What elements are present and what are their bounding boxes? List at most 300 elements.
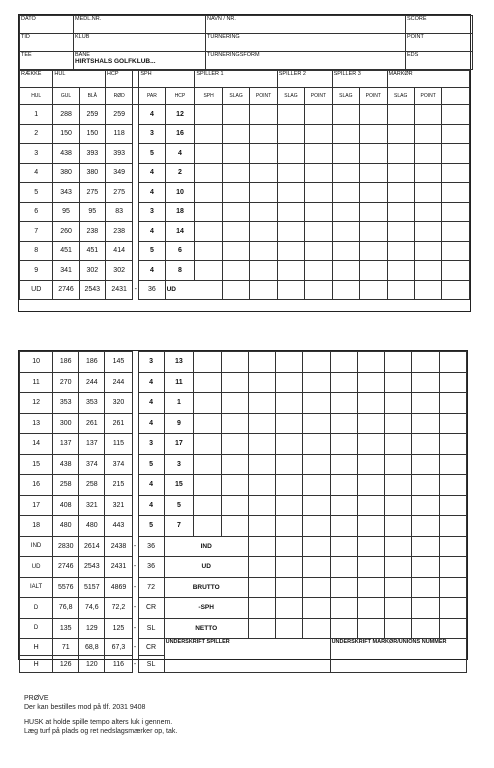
score-entry-cell[interactable] (195, 105, 222, 125)
score-entry-cell[interactable] (222, 144, 249, 164)
score-entry-cell[interactable] (439, 536, 466, 557)
score-entry-cell[interactable] (305, 183, 332, 203)
score-entry-cell[interactable] (330, 516, 357, 537)
score-entry-cell[interactable] (276, 557, 303, 578)
score-entry-cell[interactable] (442, 261, 470, 281)
score-entry-cell[interactable] (414, 261, 441, 281)
score-entry-cell[interactable] (303, 557, 330, 578)
signature-marker-field[interactable] (330, 639, 466, 673)
score-entry-cell[interactable] (412, 434, 439, 455)
score-entry-cell[interactable] (414, 144, 441, 164)
score-entry-cell[interactable] (442, 183, 470, 203)
score-entry-cell[interactable] (194, 352, 221, 373)
score-entry-cell[interactable] (250, 241, 277, 261)
column-header: SLAG (332, 88, 359, 105)
score-entry-cell[interactable] (222, 241, 249, 261)
score-entry-cell[interactable] (357, 557, 384, 578)
hole-cell: 95 (53, 202, 79, 222)
par-cell: 4 (139, 222, 165, 242)
score-entry-cell[interactable] (412, 352, 439, 373)
score-entry-cell[interactable] (221, 393, 248, 414)
par-cell: 4 (138, 372, 164, 393)
score-entry-cell[interactable] (248, 372, 275, 393)
hole-cell: 2 (20, 124, 53, 144)
score-entry-cell[interactable] (303, 618, 330, 639)
score-entry-cell[interactable] (277, 183, 304, 203)
score-entry-cell[interactable] (360, 163, 387, 183)
score-entry-cell[interactable] (330, 557, 357, 578)
score-entry-cell[interactable] (277, 144, 304, 164)
score-entry-cell[interactable] (442, 222, 470, 242)
score-entry-cell[interactable] (439, 495, 466, 516)
score-entry-cell[interactable] (250, 124, 277, 144)
score-entry-cell[interactable] (330, 413, 357, 434)
score-entry-cell[interactable] (276, 495, 303, 516)
score-entry-cell[interactable] (357, 352, 384, 373)
score-entry-cell[interactable] (360, 280, 387, 299)
score-entry-cell[interactable] (305, 163, 332, 183)
dato-field[interactable]: DATO (20, 16, 74, 34)
score-entry-cell[interactable] (276, 352, 303, 373)
score-entry-cell[interactable] (385, 516, 412, 537)
column-header: POINT (360, 88, 387, 105)
score-entry-cell[interactable] (360, 183, 387, 203)
score-entry-cell[interactable] (303, 454, 330, 475)
score-entry-cell[interactable] (439, 352, 466, 373)
score-entry-cell[interactable] (439, 557, 466, 578)
score-entry-cell[interactable] (330, 434, 357, 455)
score-entry-cell[interactable] (332, 144, 359, 164)
par-cell: 3 (138, 434, 164, 455)
hole-cell: 302 (105, 261, 132, 281)
score-entry-cell[interactable] (221, 495, 248, 516)
score-entry-cell[interactable] (330, 495, 357, 516)
score-entry-cell[interactable] (248, 352, 275, 373)
total-cell: 2543 (79, 557, 105, 578)
score-entry-cell[interactable] (303, 372, 330, 393)
footer-line-3: HUSK at holde spille tempo alters luk i gennem. (24, 719, 173, 726)
score-entry-cell[interactable] (332, 241, 359, 261)
tee-field[interactable]: TEE (20, 52, 74, 70)
hole-cell: 302 (79, 261, 105, 281)
score-entry-cell[interactable] (250, 222, 277, 242)
score-entry-cell[interactable] (414, 105, 441, 125)
score-entry-cell[interactable] (195, 261, 222, 281)
score-entry-cell[interactable] (387, 280, 414, 299)
total-cell: 2614 (79, 536, 105, 557)
point-field[interactable]: POINT (406, 34, 473, 52)
score-entry-cell[interactable] (330, 393, 357, 414)
score-entry-cell[interactable] (303, 536, 330, 557)
score-entry-cell[interactable] (303, 393, 330, 414)
score-entry-cell[interactable] (277, 163, 304, 183)
score-entry-cell[interactable] (330, 352, 357, 373)
rating-cell: 126 (53, 656, 79, 673)
score-entry-cell[interactable] (305, 124, 332, 144)
score-entry-cell[interactable] (222, 124, 249, 144)
column-header: POINT (305, 88, 332, 105)
score-entry-cell[interactable] (360, 105, 387, 125)
par-cell: 4 (138, 475, 164, 496)
score-entry-cell[interactable] (439, 577, 466, 598)
score-entry-cell[interactable] (439, 372, 466, 393)
score-entry-cell[interactable] (414, 222, 441, 242)
score-entry-cell[interactable] (222, 280, 249, 299)
score-entry-cell[interactable] (360, 222, 387, 242)
score-entry-cell[interactable] (412, 577, 439, 598)
score-entry-cell[interactable] (332, 222, 359, 242)
score-entry-cell[interactable] (222, 105, 249, 125)
score-entry-cell[interactable] (248, 434, 275, 455)
score-entry-cell[interactable] (357, 598, 384, 619)
score-entry-cell[interactable] (303, 495, 330, 516)
score-entry-cell[interactable] (439, 475, 466, 496)
score-entry-cell[interactable] (439, 434, 466, 455)
score-entry-cell[interactable] (330, 577, 357, 598)
rating-cell: 116 (105, 656, 132, 673)
score-entry-cell[interactable] (332, 202, 359, 222)
score-entry-cell[interactable] (303, 598, 330, 619)
eds-field[interactable]: EDS (406, 52, 473, 70)
score-entry-cell[interactable] (412, 454, 439, 475)
score-entry-cell[interactable] (385, 352, 412, 373)
score-entry-cell[interactable] (360, 241, 387, 261)
score-entry-cell[interactable] (303, 352, 330, 373)
score-entry-cell[interactable] (360, 261, 387, 281)
score-entry-cell[interactable] (305, 144, 332, 164)
score-entry-cell[interactable] (250, 261, 277, 281)
table-row (20, 639, 467, 656)
header-table (19, 15, 473, 70)
navn-field[interactable]: NAVN / NR. (206, 16, 406, 34)
score-entry-cell[interactable] (221, 372, 248, 393)
score-entry-cell[interactable] (385, 372, 412, 393)
score-entry-cell[interactable] (439, 454, 466, 475)
score-entry-cell[interactable] (277, 222, 304, 242)
bane-field[interactable] (74, 52, 206, 70)
score-entry-cell[interactable] (332, 163, 359, 183)
score-entry-cell[interactable] (412, 475, 439, 496)
score-entry-cell[interactable] (332, 280, 359, 299)
hole-cell: 118 (105, 124, 132, 144)
score-entry-cell[interactable] (442, 105, 470, 125)
score-entry-cell[interactable] (248, 475, 275, 496)
score-entry-cell[interactable] (385, 413, 412, 434)
score-entry-cell[interactable] (330, 618, 357, 639)
score-entry-cell[interactable] (194, 372, 221, 393)
score-entry-cell[interactable] (305, 241, 332, 261)
score-entry-cell[interactable] (276, 516, 303, 537)
score-entry-cell[interactable] (277, 280, 304, 299)
score-entry-cell[interactable] (248, 557, 275, 578)
score-entry-cell[interactable] (412, 618, 439, 639)
par-cell: 4 (139, 163, 165, 183)
score-entry-cell[interactable] (360, 202, 387, 222)
score-entry-cell[interactable] (387, 183, 414, 203)
score-entry-cell[interactable] (414, 202, 441, 222)
score-entry-cell[interactable] (412, 413, 439, 434)
score-entry-cell[interactable] (194, 516, 221, 537)
rating-cell: 120 (79, 656, 105, 673)
score-entry-cell[interactable] (221, 413, 248, 434)
hole-cell: 1 (20, 105, 53, 125)
turnering-field[interactable]: TURNERING (206, 34, 406, 52)
hole-cell: 186 (53, 352, 79, 373)
score-entry-cell[interactable] (357, 495, 384, 516)
score-entry-cell[interactable] (357, 454, 384, 475)
hole-cell: 11 (20, 372, 53, 393)
score-entry-cell[interactable] (195, 222, 222, 242)
hole-cell: 13 (20, 413, 53, 434)
score-entry-cell[interactable] (357, 577, 384, 598)
par-cell: 5 (139, 241, 165, 261)
score-entry-cell[interactable] (412, 557, 439, 578)
score-entry-cell[interactable] (221, 434, 248, 455)
score-entry-cell[interactable] (195, 163, 222, 183)
score-entry-cell[interactable] (442, 241, 470, 261)
hole-cell: 260 (53, 222, 79, 242)
score-entry-cell[interactable] (194, 413, 221, 434)
score-entry-cell[interactable] (305, 222, 332, 242)
bane-label: BANE (75, 52, 90, 58)
score-entry-cell[interactable] (357, 434, 384, 455)
score-entry-cell[interactable] (330, 536, 357, 557)
table-row (20, 454, 467, 475)
score-entry-cell[interactable] (442, 280, 470, 299)
score-entry-cell[interactable] (195, 183, 222, 203)
score-entry-cell[interactable] (385, 475, 412, 496)
score-entry-cell[interactable] (385, 618, 412, 639)
score-entry-cell[interactable] (276, 536, 303, 557)
score-entry-cell[interactable] (414, 241, 441, 261)
score-entry-cell[interactable] (277, 202, 304, 222)
score-entry-cell[interactable] (276, 393, 303, 414)
score-entry-cell[interactable] (412, 536, 439, 557)
score-entry-cell[interactable] (277, 241, 304, 261)
score-entry-cell[interactable] (330, 475, 357, 496)
score-entry-cell[interactable] (222, 183, 249, 203)
score-entry-cell[interactable] (194, 454, 221, 475)
score-entry-cell[interactable] (248, 454, 275, 475)
score-entry-cell[interactable] (248, 516, 275, 537)
score-entry-cell[interactable] (305, 105, 332, 125)
score-entry-cell[interactable] (357, 393, 384, 414)
tid-field[interactable]: TID (20, 34, 74, 52)
score-entry-cell[interactable] (387, 241, 414, 261)
score-entry-cell[interactable] (250, 280, 277, 299)
score-entry-cell[interactable] (221, 352, 248, 373)
score-entry-cell[interactable] (303, 475, 330, 496)
score-entry-cell[interactable] (412, 598, 439, 619)
score-entry-cell[interactable] (277, 261, 304, 281)
score-entry-cell[interactable] (414, 183, 441, 203)
par-total-cell: 72 (138, 577, 164, 598)
score-entry-cell[interactable] (360, 144, 387, 164)
score-entry-cell[interactable] (195, 124, 222, 144)
score-entry-cell[interactable] (305, 280, 332, 299)
score-entry-cell[interactable] (385, 577, 412, 598)
total-cell: 5576 (53, 577, 79, 598)
score-entry-cell[interactable] (442, 144, 470, 164)
total-label: NETTO (164, 618, 248, 639)
score-entry-cell[interactable] (303, 516, 330, 537)
score-entry-cell[interactable] (385, 557, 412, 578)
score-entry-cell[interactable] (330, 598, 357, 619)
score-entry-cell[interactable] (276, 577, 303, 598)
score-entry-cell[interactable] (221, 475, 248, 496)
score-entry-cell[interactable] (332, 124, 359, 144)
score-entry-cell[interactable] (276, 454, 303, 475)
score-entry-cell[interactable] (387, 261, 414, 281)
hole-cell: 480 (79, 516, 105, 537)
score-entry-cell[interactable] (277, 124, 304, 144)
hole-cell: 270 (53, 372, 79, 393)
score-entry-cell[interactable] (195, 241, 222, 261)
score-entry-cell[interactable] (250, 183, 277, 203)
score-entry-cell[interactable] (357, 516, 384, 537)
medlnr-field[interactable]: MEDL.NR. (74, 16, 206, 34)
par-cell: 2 (165, 163, 195, 183)
score-entry-cell[interactable] (360, 124, 387, 144)
hole-cell: 349 (105, 163, 132, 183)
score-entry-cell[interactable] (221, 516, 248, 537)
score-entry-cell[interactable] (276, 434, 303, 455)
score-entry-cell[interactable] (385, 495, 412, 516)
score-entry-cell[interactable] (330, 372, 357, 393)
score-entry-cell[interactable] (385, 454, 412, 475)
score-entry-cell[interactable] (439, 413, 466, 434)
klub-field[interactable]: KLUB (74, 34, 206, 52)
score-entry-cell[interactable] (222, 261, 249, 281)
score-entry-cell[interactable] (332, 261, 359, 281)
score-entry-cell[interactable] (387, 105, 414, 125)
score-entry-cell[interactable] (248, 577, 275, 598)
total-cell: D (20, 598, 53, 619)
score-entry-cell[interactable] (387, 222, 414, 242)
score-entry-cell[interactable] (277, 105, 304, 125)
score-entry-cell[interactable] (222, 202, 249, 222)
score-entry-cell[interactable] (439, 598, 466, 619)
score-entry-cell[interactable] (250, 105, 277, 125)
par-cell: 16 (165, 124, 195, 144)
table-row (20, 557, 467, 578)
column-header: SLAG (387, 88, 414, 105)
score-entry-cell[interactable] (222, 222, 249, 242)
score-entry-cell[interactable] (332, 105, 359, 125)
score-entry-cell[interactable] (387, 202, 414, 222)
score-entry-cell[interactable] (387, 144, 414, 164)
score-entry-cell[interactable] (276, 618, 303, 639)
score-entry-cell[interactable] (385, 393, 412, 414)
score-entry-cell[interactable] (442, 163, 470, 183)
score-entry-cell[interactable] (194, 434, 221, 455)
score-entry-cell[interactable] (332, 183, 359, 203)
score-entry-cell[interactable] (330, 454, 357, 475)
score-entry-cell[interactable] (276, 413, 303, 434)
score-entry-cell[interactable] (387, 124, 414, 144)
hole-cell: 438 (53, 454, 79, 475)
score-entry-cell[interactable] (385, 598, 412, 619)
score-entry-cell[interactable] (439, 618, 466, 639)
score-entry-cell[interactable] (439, 393, 466, 414)
score-entry-cell[interactable] (412, 393, 439, 414)
score-entry-cell[interactable] (221, 454, 248, 475)
score-entry-cell[interactable] (303, 434, 330, 455)
score-entry-cell[interactable] (248, 618, 275, 639)
score-entry-cell[interactable] (195, 202, 222, 222)
table-row (20, 144, 470, 164)
score-entry-cell[interactable] (303, 577, 330, 598)
dash-cell: - (133, 583, 137, 591)
table-row (20, 393, 467, 414)
score-entry-cell[interactable] (194, 475, 221, 496)
score-entry-cell[interactable] (250, 202, 277, 222)
score-entry-cell[interactable] (442, 124, 470, 144)
score-entry-cell[interactable] (305, 261, 332, 281)
score-entry-cell[interactable] (195, 144, 222, 164)
score-entry-cell[interactable] (442, 202, 470, 222)
total-cell: UD (20, 557, 53, 578)
score-entry-cell[interactable] (387, 163, 414, 183)
signature-player-field[interactable] (164, 639, 330, 673)
score-entry-cell[interactable] (248, 413, 275, 434)
score-entry-cell[interactable] (385, 434, 412, 455)
hole-cell: 215 (105, 475, 132, 496)
hole-cell: 393 (79, 144, 105, 164)
score-entry-cell[interactable] (414, 124, 441, 144)
score-entry-cell[interactable] (248, 393, 275, 414)
hole-cell: 343 (53, 183, 79, 203)
score-entry-cell[interactable] (276, 372, 303, 393)
score-entry-cell[interactable] (357, 475, 384, 496)
score-entry-cell[interactable] (194, 495, 221, 516)
hole-cell: 14 (20, 434, 53, 455)
score-entry-cell[interactable] (412, 372, 439, 393)
score-entry-cell[interactable] (357, 536, 384, 557)
score-entry-cell[interactable] (357, 413, 384, 434)
dash-cell: - (133, 643, 137, 651)
score-entry-cell[interactable] (248, 495, 275, 516)
score-entry-cell[interactable] (276, 475, 303, 496)
hole-cell: 12 (20, 393, 53, 414)
score-entry-cell[interactable] (305, 202, 332, 222)
dash-cell: - (134, 286, 137, 293)
turneringsform-field[interactable]: TURNERINGSFORM (206, 52, 406, 70)
score-field[interactable]: SCORE (406, 16, 473, 34)
score-entry-cell[interactable] (248, 536, 275, 557)
score-entry-cell[interactable] (357, 618, 384, 639)
score-entry-cell[interactable] (222, 163, 249, 183)
score-entry-cell[interactable] (194, 393, 221, 414)
score-entry-cell[interactable] (250, 144, 277, 164)
score-entry-cell[interactable] (412, 495, 439, 516)
score-entry-cell[interactable] (276, 598, 303, 619)
score-entry-cell[interactable] (414, 163, 441, 183)
table-row (20, 261, 470, 281)
hole-cell: 480 (53, 516, 79, 537)
score-entry-cell[interactable] (414, 280, 441, 299)
par-total-cell: CR (138, 598, 164, 619)
score-entry-cell[interactable] (248, 598, 275, 619)
score-entry-cell[interactable] (357, 372, 384, 393)
table-row (20, 352, 467, 373)
score-entry-cell[interactable] (439, 516, 466, 537)
score-entry-cell[interactable] (412, 516, 439, 537)
score-entry-cell[interactable] (385, 536, 412, 557)
score-entry-cell[interactable] (303, 413, 330, 434)
score-entry-cell[interactable] (250, 163, 277, 183)
hole-cell: 443 (105, 516, 132, 537)
